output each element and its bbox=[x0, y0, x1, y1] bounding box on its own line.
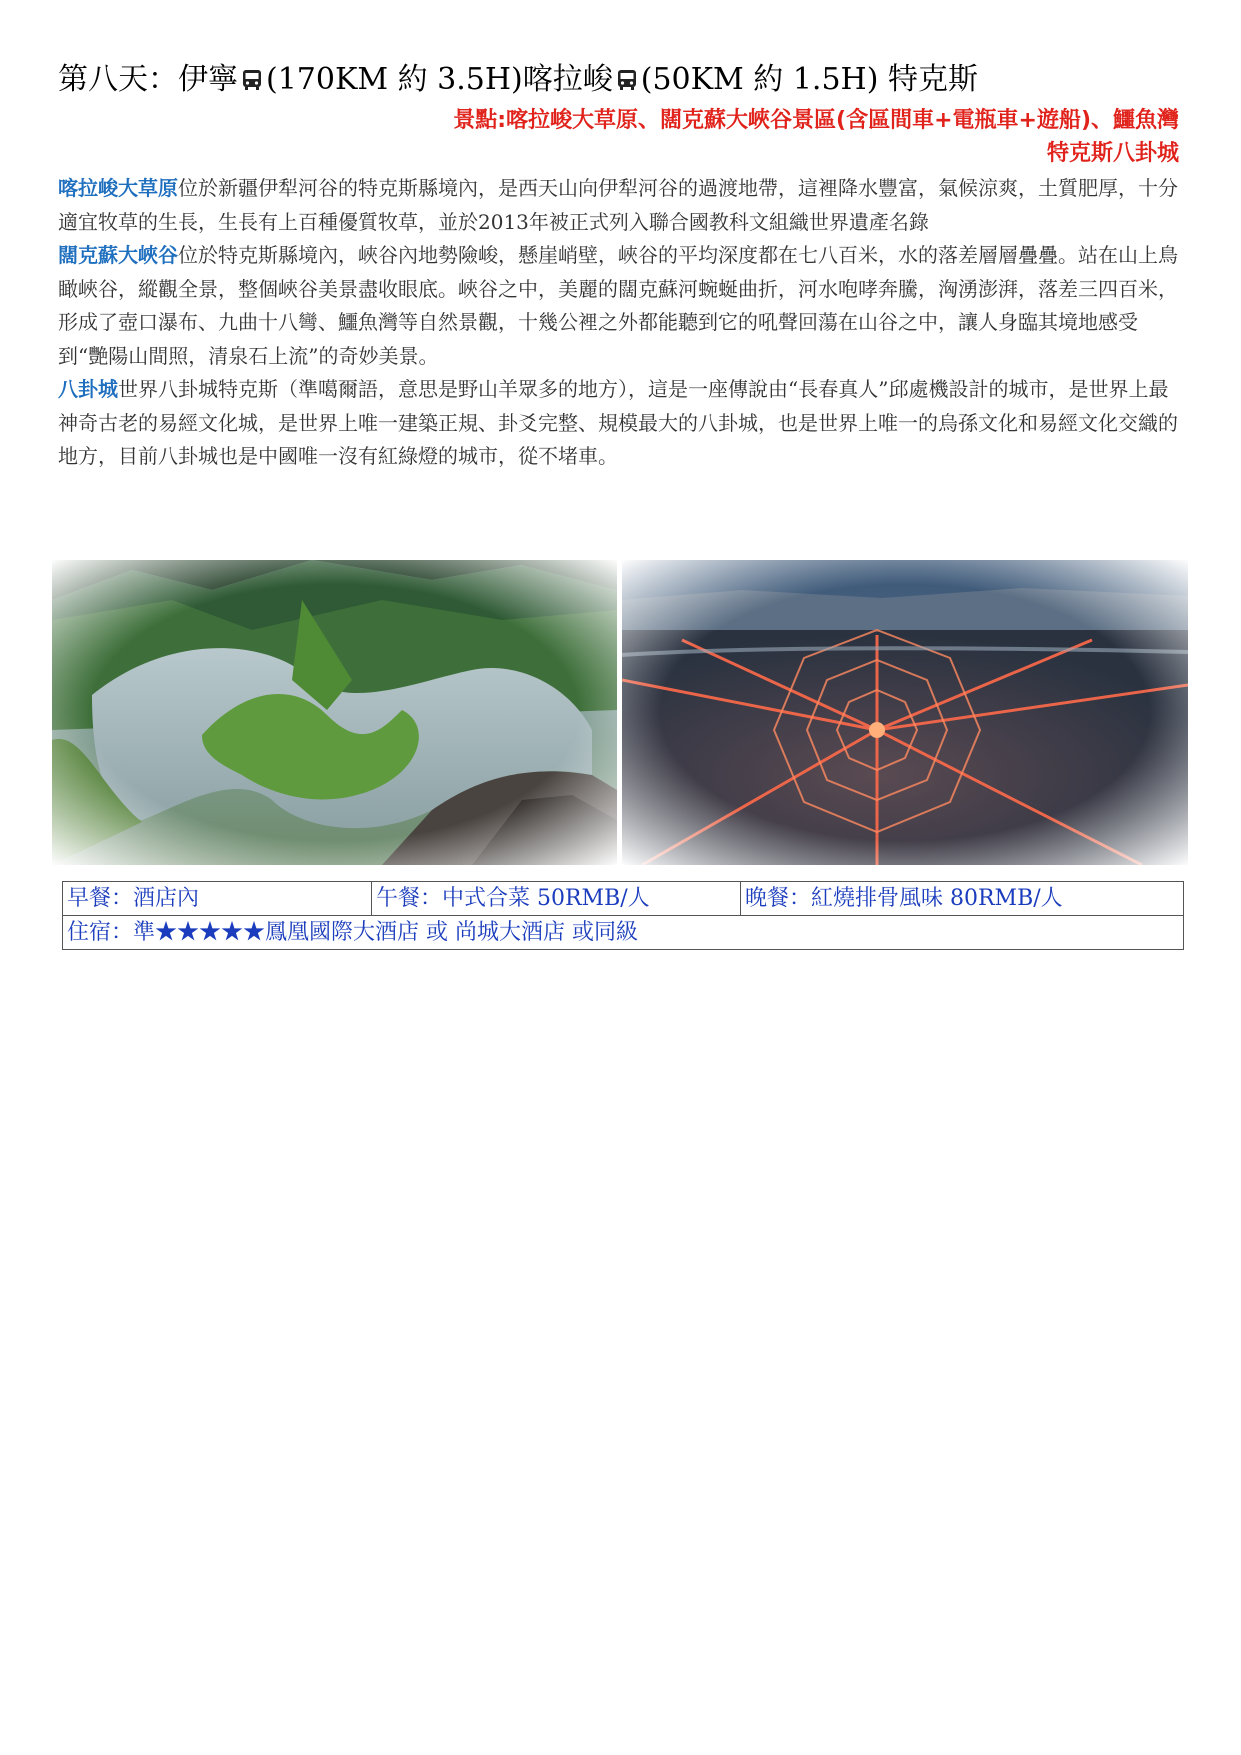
meal-table bbox=[62, 881, 1184, 950]
meal-row bbox=[63, 882, 1184, 916]
highlight-canyon: 闊克蘇大峽谷 bbox=[58, 243, 178, 267]
title-start: 第八天：伊寧 bbox=[58, 62, 238, 97]
text-bagua-city: 世界八卦城特克斯（準噶爾語，意思是野山羊眾多的地方），這是一座傳說由“長春真人”邱處機設計的城市，是世界上最神奇古老的易經文化城，是世界上唯一建築正規、卦爻完整、規模最大的八卦城，也是世界上唯一的烏孫文化和易經文化交織的地方，目前八卦城也是中國唯一沒有紅綠燈的城市，從不堵車。 bbox=[58, 377, 1178, 468]
paragraph-canyon bbox=[58, 239, 1184, 373]
text-grassland: 位於新疆伊犁河谷的特克斯縣境內，是西天山向伊犁河谷的過渡地帶，這裡降水豐富，氣候涼爽，土質肥厚，十分適宜牧草的生長，生長有上百種優質牧草，並於2013年被正式列入聯合國教科文組織世界遺產名錄 bbox=[58, 176, 1178, 234]
hotel-cell: 住宿：準★★★★★鳳凰國際大酒店 或 尚城大酒店 或同級 bbox=[63, 916, 1184, 950]
bus-icon bbox=[617, 62, 637, 84]
highlight-bagua-city: 八卦城 bbox=[58, 377, 118, 401]
title-middle: (170KM 約 3.5H)喀拉峻 bbox=[266, 62, 613, 97]
text-canyon: 位於特克斯縣境內，峽谷內地勢險峻，懸崖峭壁，峽谷的平均深度都在七八百米，水的落差層層疊疊。站在山上鳥瞰峽谷，縱觀全景，整個峽谷美景盡收眼底。峽谷之中，美麗的闊克蘇河蜿蜒曲折，河水咆哮奔騰，洶湧澎湃，落差三四百米，形成了壺口瀑布、九曲十八彎、鱷魚灣等自然景觀，十幾公裡之外都能聽到它的吼聲回蕩在山谷之中，讓人身臨其境地感受到“艷陽山間照，清泉石上流”的奇妙美景。 bbox=[58, 243, 1178, 368]
paragraph-grassland bbox=[58, 172, 1184, 239]
lunch-cell: 午餐：中式合菜 50RMB/人 bbox=[372, 882, 741, 916]
attractions-line-2: 特克斯八卦城 bbox=[1046, 141, 1179, 166]
dinner-cell: 晚餐：紅燒排骨風味 80RMB/人 bbox=[741, 882, 1184, 916]
highlight-grassland: 喀拉峻大草原 bbox=[58, 176, 178, 200]
day-title bbox=[58, 60, 978, 100]
attractions-list bbox=[279, 104, 1179, 170]
title-end: (50KM 約 1.5H) 特克斯 bbox=[640, 62, 978, 97]
bagua-city-photo bbox=[622, 560, 1188, 865]
canyon-photo bbox=[52, 560, 617, 865]
hotel-row bbox=[63, 916, 1184, 950]
bus-icon bbox=[242, 62, 262, 84]
attractions-line-1: 景點:喀拉峻大草原、闊克蘇大峽谷景區(含區間車+電瓶車+遊船)、鱷魚灣 bbox=[453, 108, 1179, 133]
description bbox=[58, 172, 1184, 474]
breakfast-cell: 早餐：酒店內 bbox=[63, 882, 372, 916]
paragraph-bagua-city bbox=[58, 373, 1184, 474]
